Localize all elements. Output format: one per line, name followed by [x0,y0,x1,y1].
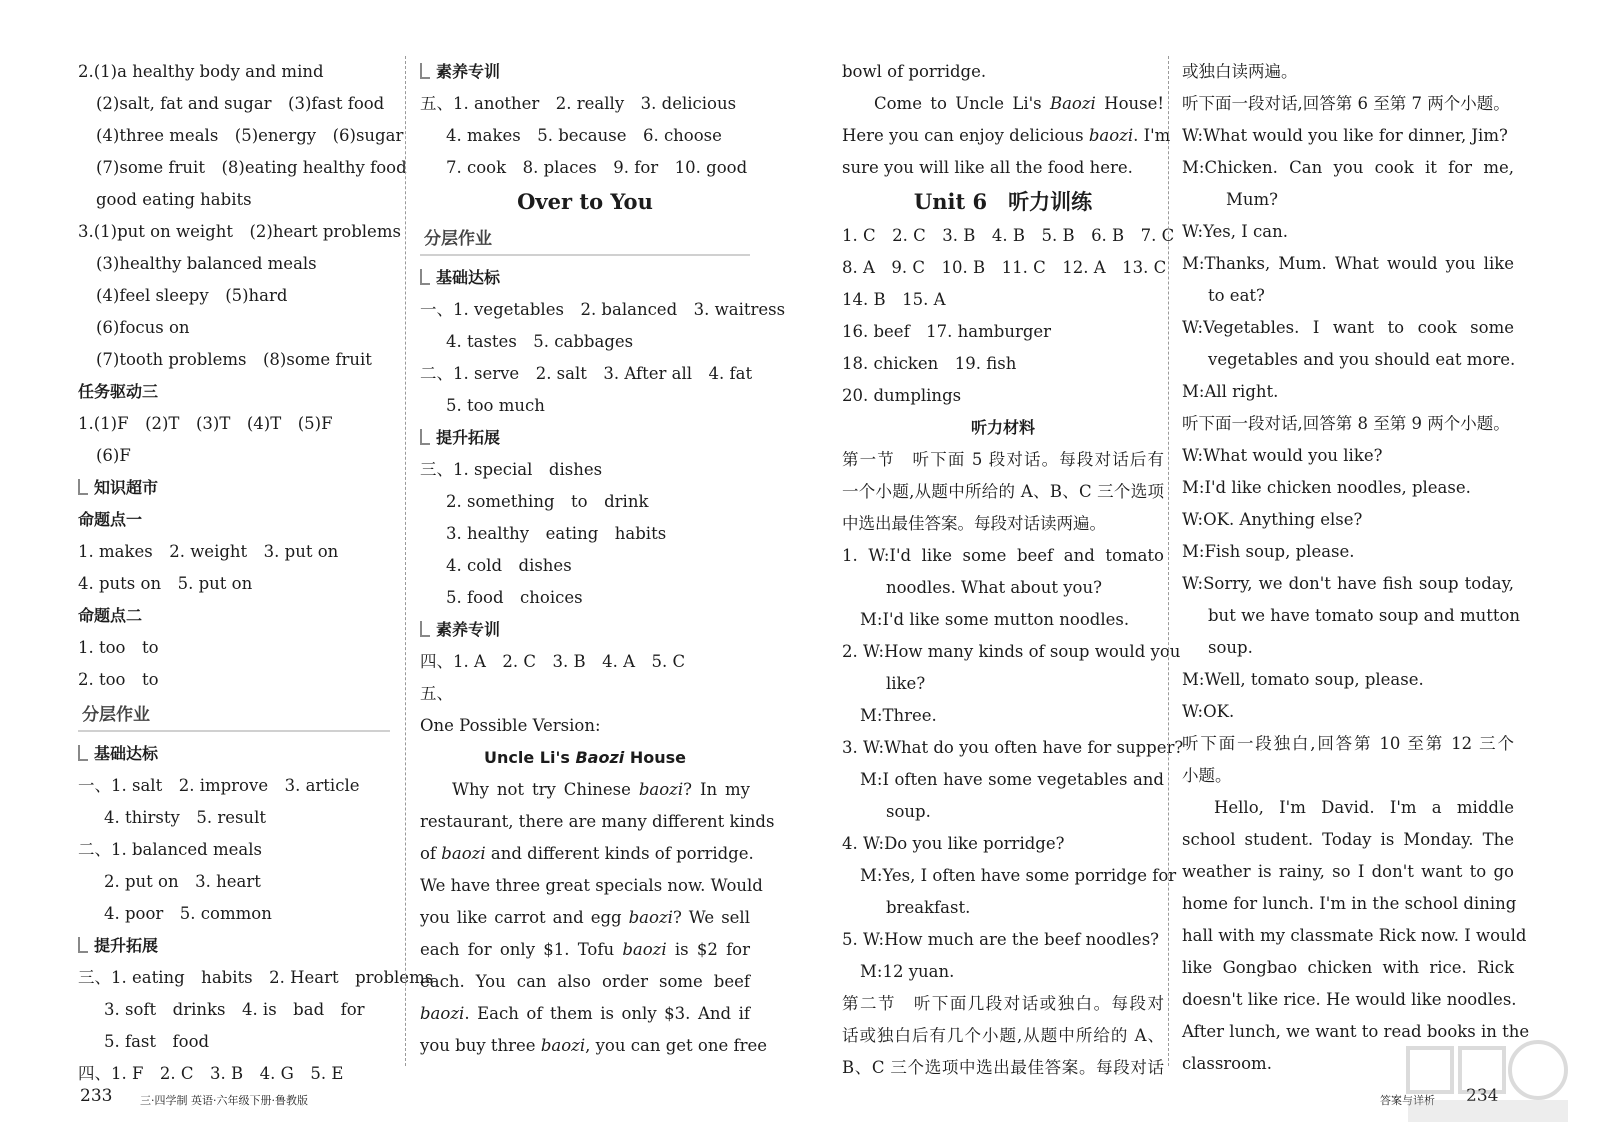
text-line: 8. A 9. C 10. B 11. C 12. A 13. C [842,258,1167,277]
text-run: Come to Uncle Li's [874,94,1050,113]
text-line: 1. makes 2. weight 3. put on [78,542,339,561]
section-label: 命题点一 [78,510,143,529]
text-run: . I'm [1133,126,1171,145]
text-run: of [420,844,442,863]
text-line: W:Sorry, we don't have fish soup today, [1182,574,1514,593]
text-line: M:I'd like some mutton noodles. [860,610,1130,629]
marker-icon [420,269,430,285]
text-line: 1.(1)F (2)T (3)T (4)T (5)F [78,414,333,433]
text-line: M:Chicken. Can you cook it for me, [1182,158,1514,177]
text-line: 三、1. special dishes [420,460,603,479]
text-line: W:What would you like for dinner, Jim? [1182,126,1508,145]
text-run: each for only $1. Tofu [420,940,623,959]
text-line: 5. W:How much are the beef noodles? [842,930,1160,949]
text-line: classroom. [1182,1054,1272,1073]
text-line: vegetables and you should eat more. [1208,350,1516,369]
text-run: you like carrot and egg [420,908,629,927]
marker-icon [420,63,430,79]
text-line: 7. cook 8. places 9. for 10. good [446,158,748,177]
subsection-label: 基础达标 [436,268,501,287]
text-line [842,120,1171,152]
text-line: 2. too to [78,670,159,689]
unit-title: Over to You [517,189,653,214]
text-line: 4. poor 5. common [104,904,272,923]
text-line: M:12 yuan. [860,962,955,981]
text-line: 一、1. vegetables 2. balanced 3. waitress [420,300,786,319]
text-line: 四、1. F 2. C 3. B 4. G 5. E [78,1064,344,1083]
text-line: 1. too to [78,638,159,657]
text-line: M:Fish soup, please. [1182,542,1355,561]
subsection-label: 知识超市 [94,478,159,497]
text-line: W:OK. Anything else? [1182,510,1363,529]
text-line: 听下面一段独白,回答第 10 至第 12 三个 [1182,734,1514,753]
essay-line [420,998,750,1030]
text-run: . Each of them is only $3. And if [464,1004,750,1023]
text-line: M:I often have some vegetables and [860,770,1164,789]
text-run: Why not try Chinese [452,780,639,799]
text-line: (6)focus on [96,318,190,337]
text-run: you buy three [420,1036,541,1055]
text-line: 四、1. A 2. C 3. B 4. A 5. C [420,652,686,671]
text-run: baozi [622,940,667,959]
column-divider [405,56,406,1066]
marker-icon [420,621,430,637]
text-line: 2. W:How many kinds of soup would you [842,642,1181,661]
text-line: 1. W:I'd like some beef and tomato [842,546,1164,565]
text-line: 2.(1)a healthy body and mind [78,62,324,81]
subsection-heading [420,614,750,646]
text-line: 3.(1)put on weight (2)heart problems [78,222,401,241]
essay-line [420,902,750,934]
subsection-label: 素养专训 [436,620,501,639]
essay-line [420,1030,767,1062]
text-run: baozi [628,908,673,927]
text-line: 一个小题,从题中所给的 A、B、C 三个选项 [842,482,1164,501]
text-line: school student. Today is Monday. The [1182,830,1514,849]
text-line: 5. food choices [446,588,583,607]
text-line: 1. C 2. C 3. B 4. B 5. B 6. B 7. C [842,226,1175,245]
text-line: soup. [1208,638,1253,657]
text-line: home for lunch. I'm in the school dining [1182,894,1517,913]
text-line: like Gongbao chicken with rice. Rick [1182,958,1514,977]
text-line: (4)three meals (5)energy (6)sugar [96,126,404,145]
marker-icon [78,937,88,953]
text-line: (7)tooth problems (8)some fruit [96,350,372,369]
marker-icon [78,745,88,761]
text-run: baozi [540,1036,586,1055]
text-run: ? We sell [672,908,750,927]
text-line: 2. something to drink [446,492,649,511]
text-line: sure you will like all the food here. [842,158,1133,177]
text-line: 小题。 [1182,766,1232,785]
text-line: W:OK. [1182,702,1235,721]
text-line: M:Thanks, Mum. What would you like [1182,254,1514,273]
text-line: 五、 [420,684,453,703]
subsection-label: 提升拓展 [94,936,159,955]
text-line: (6)F [96,446,131,465]
essay-title-part: House [624,748,686,767]
unit-title: Unit 6 听力训练 [913,189,1093,214]
column-3 [842,56,1184,1084]
essay-line: We have three great specials now. Would [420,876,763,895]
text-line: weather is rainy, so I don't want to go [1182,862,1514,881]
text-line: 4. W:Do you like porridge? [842,834,1065,853]
essay-line [420,838,754,870]
text-line: 3. healthy eating habits [446,524,667,543]
text-line: 五、1. another 2. really 3. delicious [420,94,737,113]
footer-book-info: 三·四学制 英语·六年级下册·鲁教版 [140,1094,308,1107]
text-run: baozi [441,844,486,863]
text-run: baozi [420,1004,465,1023]
text-line: noodles. What about you? [886,578,1102,597]
text-line: Hello, I'm David. I'm a middle [1214,798,1514,817]
text-line: One Possible Version: [420,716,601,735]
text-line: M:Well, tomato soup, please. [1182,670,1424,689]
text-line: 5. too much [446,396,545,415]
text-line: 第二节 听下面几段对话或独白。每段对 [842,994,1164,1013]
column-2 [420,56,786,1062]
subsection-heading [420,422,750,454]
text-line: doesn't like rice. He would like noodles. [1182,990,1517,1009]
text-line: 三、1. eating habits 2. Heart problems [78,968,434,987]
text-line: (3)healthy balanced meals [96,254,317,273]
text-line: 一、1. salt 2. improve 3. article [78,776,360,795]
text-line: 第一节 听下面 5 段对话。每段对话后有 [842,450,1164,469]
text-line: 二、1. balanced meals [78,840,262,859]
subsection-heading [420,56,750,88]
marker-icon [420,429,430,445]
section-heading: 分层作业 [78,700,390,732]
subsection-label: 基础达标 [94,744,159,763]
text-line: to eat? [1208,286,1265,305]
text-line: bowl of porridge. [842,62,987,81]
text-line: M:Three. [860,706,937,725]
essay-title-part: Baozi [575,748,625,767]
text-line: B、C 三个选项中选出最佳答案。每段对话 [842,1058,1164,1077]
text-line: soup. [886,802,931,821]
subsection-heading [78,930,390,962]
text-line: 中选出最佳答案。每段对话读两遍。 [842,514,1106,533]
marker-icon [78,479,88,495]
section-heading: 分层作业 [420,224,750,256]
text-line: 2. put on 3. heart [104,872,261,891]
text-line: (2)salt, fat and sugar (3)fast food [96,94,385,113]
text-line: (7)some fruit (8)eating healthy food [96,158,407,177]
page-number-left: 233 [80,1086,113,1106]
subsection-label: 提升拓展 [436,428,501,447]
essay-line: restaurant, there are many different kinds [420,812,775,831]
section-label: 听力材料 [970,418,1035,437]
text-line: M:All right. [1182,382,1279,401]
text-line: 话或独白后有几个小题,从题中所给的 A、 [842,1026,1164,1045]
text-line: breakfast. [886,898,971,917]
text-line: good eating habits [96,190,252,209]
text-run: and different kinds of porridge. [485,844,754,863]
text-run: baozi [1088,126,1134,145]
text-line: 3. W:What do you often have for supper? [842,738,1184,757]
text-line: W:Vegetables. I want to cook some [1182,318,1514,337]
text-line: M:Yes, I often have some porridge for [860,866,1177,885]
text-line: W:What would you like? [1182,446,1383,465]
text-run: Baozi [1049,94,1096,113]
text-run: House! [1095,94,1164,113]
text-line: 4. tastes 5. cabbages [446,332,634,351]
text-line: like? [886,674,926,693]
essay-line [420,774,750,806]
text-line: 4. makes 5. because 6. choose [446,126,722,145]
text-line: W:Yes, I can. [1182,222,1288,241]
subsection-heading [78,738,390,770]
section-label: 任务驱动三 [78,382,159,401]
column-divider [1168,56,1169,1066]
essay-title-part: Uncle Li's [484,748,576,767]
text-line: hall with my classmate Rick now. I would [1182,926,1527,945]
text-line: After lunch, we want to read books in the [1182,1022,1530,1041]
subsection-heading [78,472,390,504]
essay-line: each. You can also order some beef [420,972,750,991]
page-number-right: 234 [1466,1086,1499,1106]
text-run: , you can get one free [585,1036,767,1055]
text-line: 18. chicken 19. fish [842,354,1017,373]
text-line: 5. fast food [104,1032,210,1051]
text-line: 4. thirsty 5. result [104,808,266,827]
text-run: ? In my [683,780,750,799]
text-line: 二、1. serve 2. salt 3. After all 4. fat [420,364,753,383]
watermark-logo-icon [1398,1030,1578,1130]
footer-answer-label: 答案与详析 [1380,1094,1435,1107]
text-line: 16. beef 17. hamburger [842,322,1052,341]
text-line: 3. soft drinks 4. is bad for [104,1000,365,1019]
text-line: (4)feel sleepy (5)hard [96,286,288,305]
essay-line [420,934,750,966]
text-line: 4. puts on 5. put on [78,574,253,593]
text-line: Mum? [1226,190,1279,209]
text-line: 或独白读两遍。 [1182,62,1298,81]
text-line: 14. B 15. A [842,290,946,309]
text-line: 听下面一段对话,回答第 8 至第 9 两个小题。 [1182,414,1510,433]
subsection-heading [420,262,750,294]
text-line: M:I'd like chicken noodles, please. [1182,478,1471,497]
column-1 [78,56,434,1090]
essay-title [420,742,750,774]
column-4 [1182,56,1530,1080]
subsection-label: 素养专训 [436,62,501,81]
text-run: baozi [638,780,684,799]
text-run: is $2 for [666,940,750,959]
text-line: 20. dumplings [842,386,962,405]
text-line: but we have tomato soup and mutton [1208,606,1521,625]
section-label: 命题点二 [78,606,143,625]
text-line [842,88,1164,120]
text-line: 听下面一段对话,回答第 6 至第 7 两个小题。 [1182,94,1510,113]
text-line: 4. cold dishes [446,556,572,575]
text-run: Here you can enjoy delicious [842,126,1089,145]
